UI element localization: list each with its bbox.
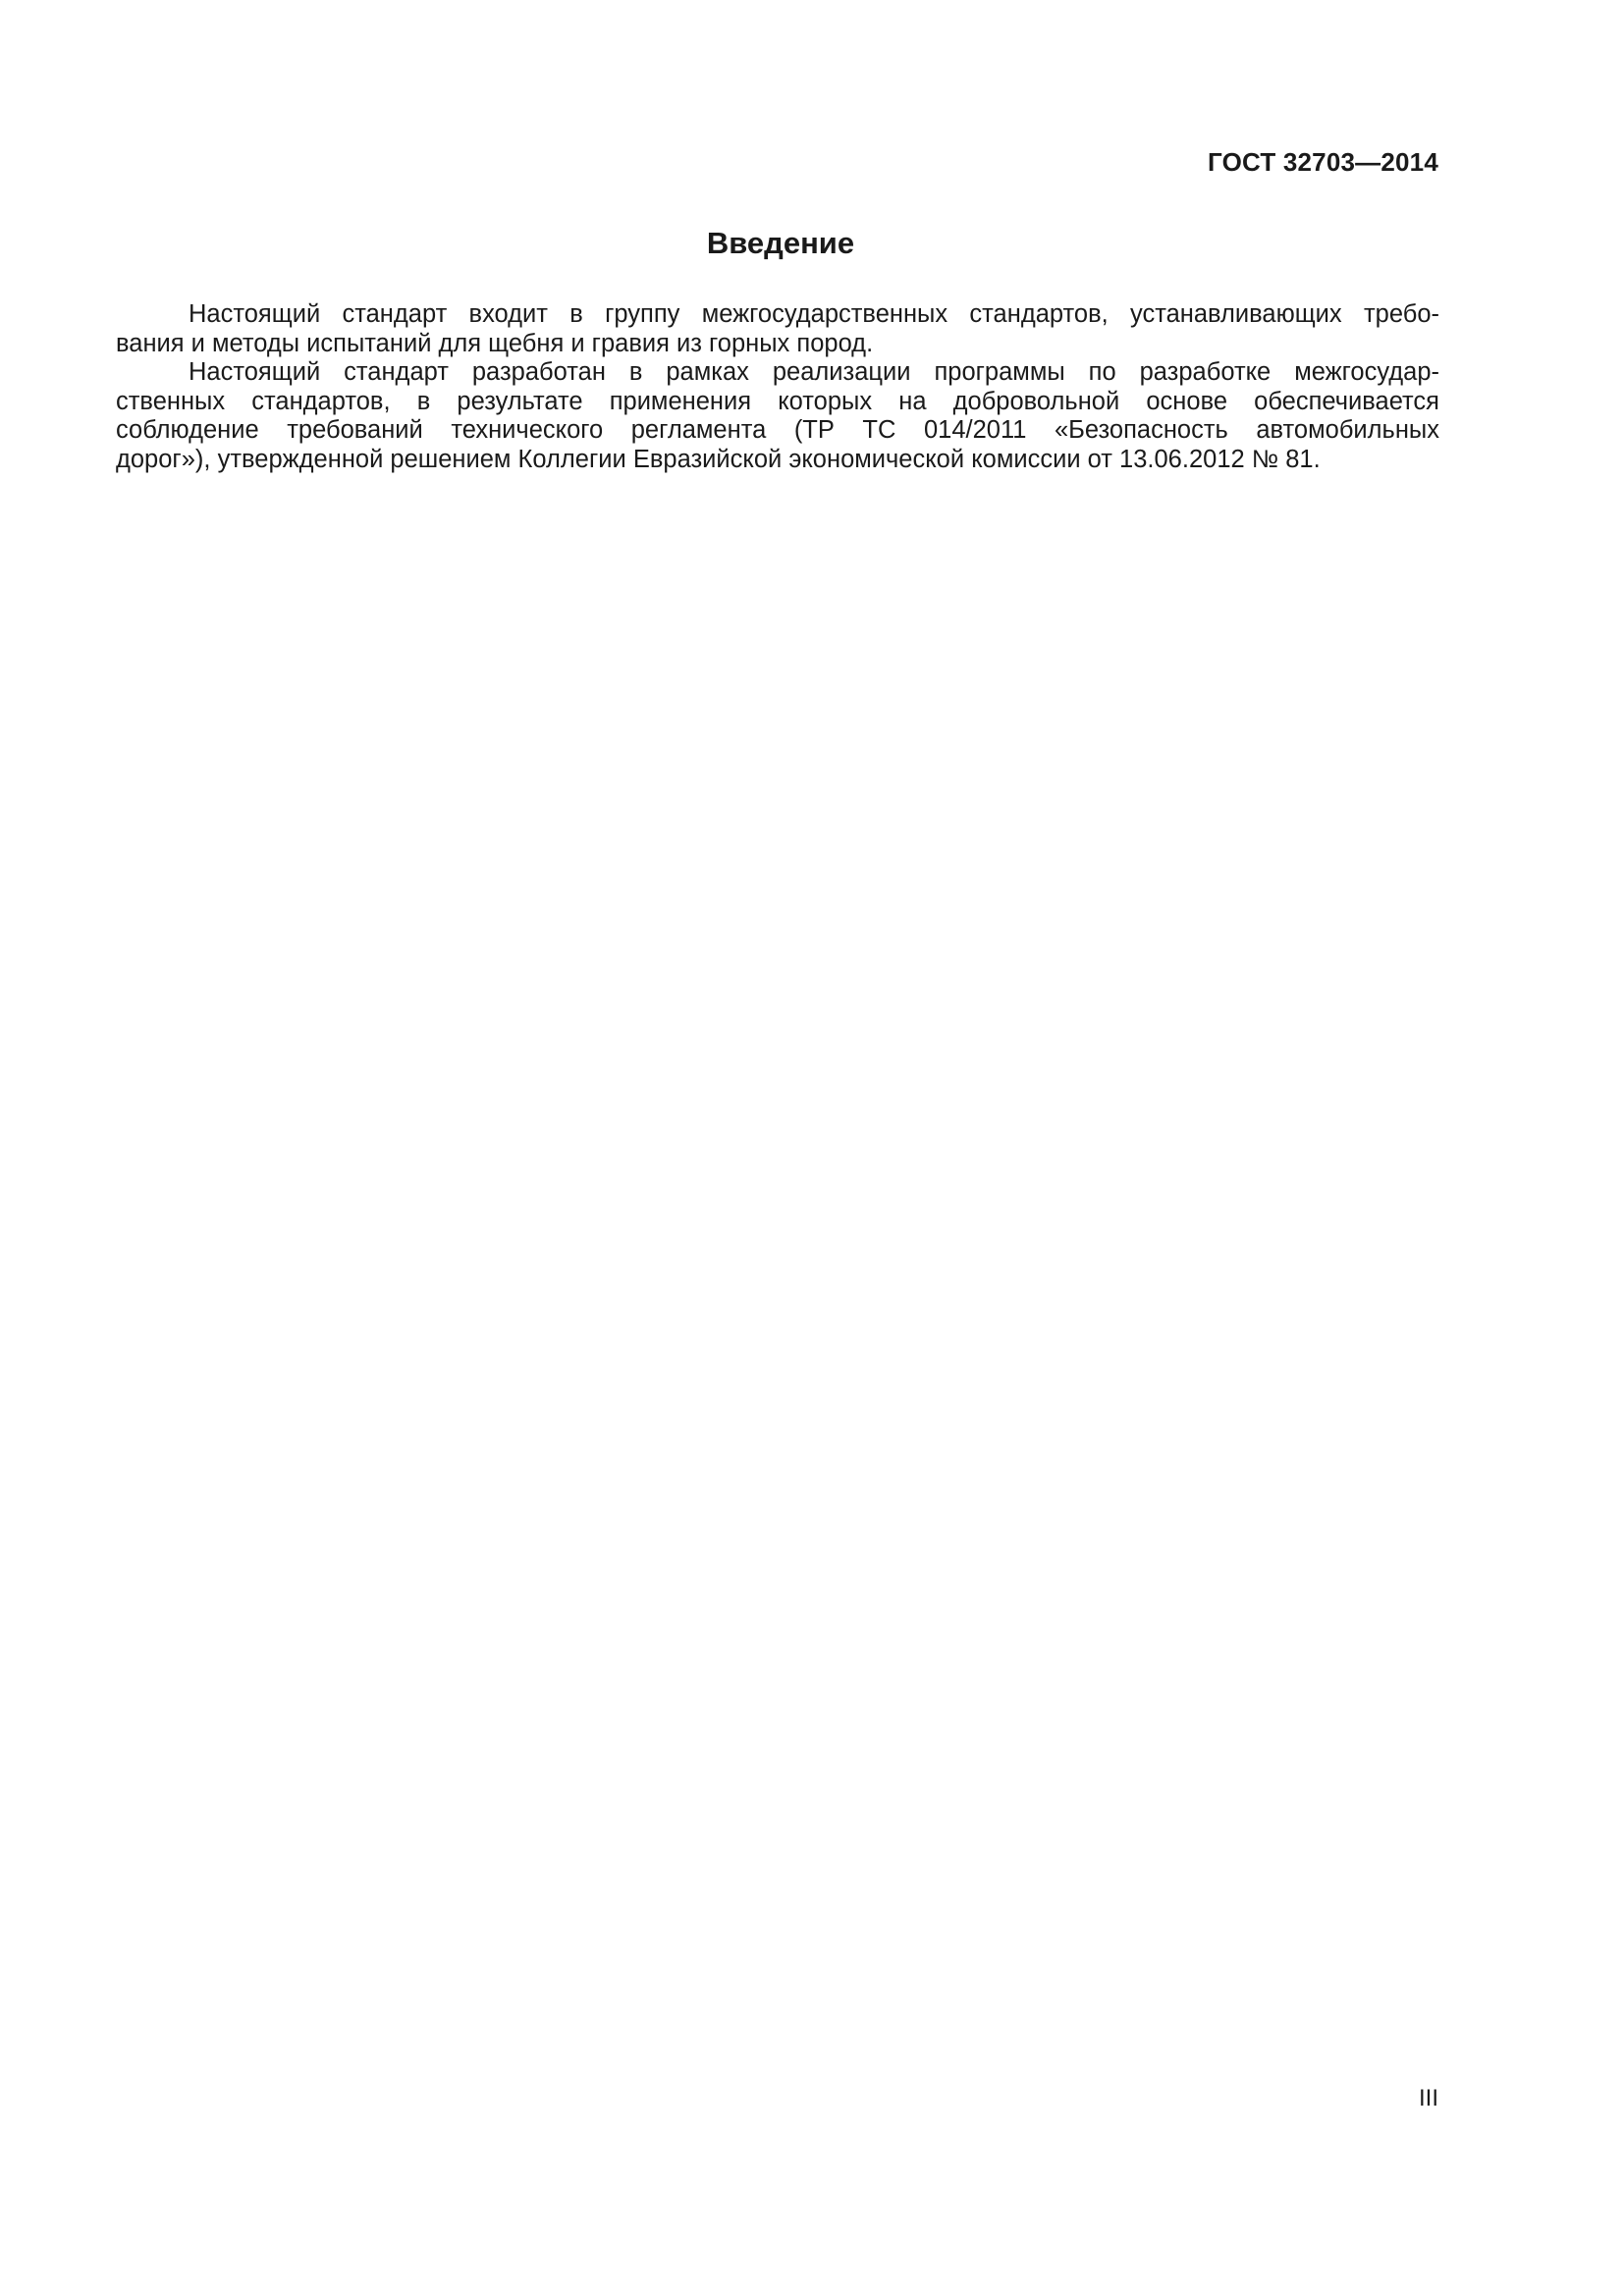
- paragraph-line: вания и методы испытаний для щебня и гравия из горных пород.: [116, 329, 874, 357]
- introduction-body: [116, 300, 1439, 474]
- section-title: Введение: [706, 226, 855, 260]
- document-code: ГОСТ 32703—2014: [1208, 147, 1438, 177]
- paragraph-line: соблюдение требований технического регламента (ТР ТС 014/2011 «Безопасность автомобильных: [116, 416, 1439, 444]
- paragraph-1: [116, 300, 1439, 358]
- paragraph-line: Настоящий стандарт входит в группу межгосударственных стандартов, устанавливающих требо-: [189, 300, 1439, 328]
- paragraph-line: Настоящий стандарт разработан в рамках реализации программы по разработке межгосудар-: [189, 358, 1439, 386]
- paragraph-line: дорог»), утвержденной решением Коллегии Евразийской экономической комиссии от 13.06.2012 № 81.: [116, 445, 1321, 473]
- paragraph-2: [116, 358, 1439, 474]
- paragraph-line: ственных стандартов, в результате применения которых на добровольной основе обеспечивается: [116, 387, 1439, 415]
- page-number: III: [1418, 2085, 1438, 2111]
